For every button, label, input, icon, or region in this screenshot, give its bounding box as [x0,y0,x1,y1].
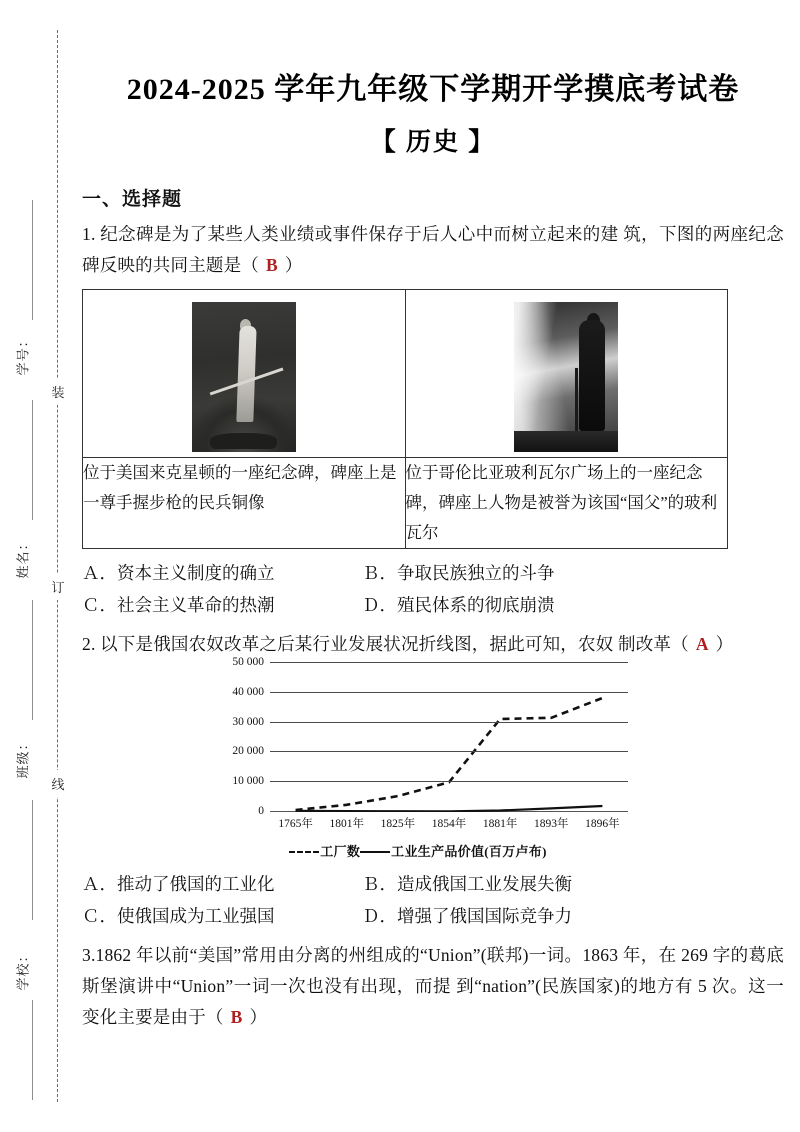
question-1-stem-line2: 筑，下图的两座纪念碑反映的共同主题是（ [82,224,784,275]
question-1-options [82,557,784,621]
question-2-option-c[interactable]: Ｃ．使俄国成为工业强国 [82,906,275,926]
chart-gridline [270,781,628,782]
chart-y-tick-label: 0 [258,805,264,817]
chart-y-tick-label: 30 000 [232,715,264,728]
option-row-ab [82,868,784,900]
question-2-line-chart [208,656,628,860]
caption-bolivar: 位于哥伦比亚玻利瓦尔广场上的一座纪念碑，碑座上人物是被誉为该国“国父”的玻利瓦尔 [405,458,728,549]
seal-char-xian: 线 [48,770,68,797]
chart-series-output-value [296,806,603,811]
chart-gridline [270,722,628,723]
question-2-number: 2. [82,634,96,654]
margin-rule [32,200,33,320]
chart-y-tick-label: 20 000 [232,745,264,758]
chart-plot-area [232,656,628,817]
statue-body-shape [579,320,605,431]
question-1-stem-close: ） [284,255,303,275]
page-subtitle: 【 历史 】 [370,129,496,156]
bolivar-statue-photo [514,302,618,452]
question-2-options [82,868,784,932]
question-1-number: 1. [82,224,96,244]
margin-rule [32,1000,33,1100]
sword-staff-shape [575,368,578,434]
statue-base-shape [210,433,277,450]
question-1-stem [82,219,784,281]
sealing-margin [0,0,82,1132]
section-heading-multiple-choice: 一、选择题 [82,189,183,210]
image-cell-bolivar [405,290,728,458]
question-1-option-b[interactable]: Ｂ．争取民族独立的斗争 [362,563,555,583]
legend-solid-swatch [360,851,390,853]
skyline-shape [514,431,618,452]
field-class: 班级： [15,736,31,779]
chart-y-tick-label: 40 000 [232,685,264,698]
question-1-option-a[interactable]: Ａ．资本主义制度的确立 [82,563,275,583]
question-1-stem-line1: 纪念碑是为了某些人类业绩或事件保存于后人心中而树立起来的建 [100,224,619,244]
minuteman-statue-photo [192,302,296,452]
question-2-option-a[interactable]: Ａ．推动了俄国的工业化 [82,874,275,894]
field-school: 学校： [15,948,31,991]
question-1-option-d[interactable]: Ｄ．殖民体系的彻底崩溃 [362,595,555,615]
table-row-captions [83,458,728,549]
question-3-stem [82,940,784,1033]
question-1-image-table [82,289,728,549]
page-title: 2024-2025 学年九年级下学期开学摸底考试卷 [126,73,740,106]
question-3-stem-close: ） [249,1007,268,1027]
exam-page [82,0,800,1132]
margin-rule [32,600,33,720]
question-2-stem [82,629,784,660]
option-row-cd [82,900,784,932]
question-3-stem-line2: 年，在 269 字的葛底斯堡演讲中“Union”一词一次也没有出现，而提 [82,945,784,996]
question-1-option-c[interactable]: Ｃ．社会主义革命的热潮 [82,595,275,615]
chart-x-tick-label: 1881年 [482,818,518,830]
caption-minuteman: 位于美国来克星顿的一座纪念碑，碑座上是一尊手握步枪的民兵铜像 [83,458,406,549]
chart-gridline [270,751,628,752]
question-3-stem-line3: 到“nation”(民族国家)的地方有 5 次。这一变化主要是由于（ [82,976,784,1027]
chart-gridline [270,692,628,693]
question-2-option-d[interactable]: Ｄ．增强了俄国国际竞争力 [362,906,572,926]
option-row-ab [82,557,784,589]
chart-y-tick-label: 50 000 [232,656,264,668]
chart-legend [208,841,628,860]
question-3-number: 3. [82,945,96,965]
seal-char-zhuang: 装 [48,378,68,405]
chart-x-tick-label: 1893年 [534,818,569,830]
question-2-option-b[interactable]: Ｂ．造成俄国工业发展失衡 [362,874,572,894]
sealing-dashed-line [57,30,58,1102]
legend-label-value: 工业生产品价值(百万卢布) [391,844,547,859]
image-cell-minuteman [83,290,406,458]
legend-label-factories: 工厂数 [320,844,361,859]
seal-char-ding: 订 [48,573,68,600]
chart-x-tick-label: 1801年 [329,818,364,830]
chart-x-tick-label: 1765年 [278,818,313,830]
chart-x-tick-label: 1896年 [585,818,620,830]
question-2-stem-line2: 制改革（ [618,634,689,654]
chart-y-tick-label: 10 000 [232,775,264,788]
question-1-answer: B [266,255,278,275]
chart-series-svg [270,662,628,812]
question-2-stem-close: ） [715,634,734,654]
legend-dashed-swatch [289,851,319,853]
chart-x-axis-labels [270,815,628,831]
margin-rule [32,800,33,920]
chart-gridline [270,662,628,663]
chart-x-tick-label: 1854年 [431,818,467,830]
chart-series-factories [296,698,603,810]
question-2-answer: A [695,634,709,654]
question-3-answer: B [230,1007,243,1027]
question-3-stem-line1: 1862 年以前“美国”常用由分离的州组成的“Union”(联邦)一词。1863 [95,945,619,965]
option-row-cd [82,589,784,621]
field-student-number: 学号： [15,333,31,376]
field-name: 姓名： [15,536,31,579]
statue-body-shape [236,326,256,422]
margin-rule [32,400,33,520]
question-2-stem-line1: 以下是俄国农奴改革之后某行业发展状况折线图，据此可知，农奴 [100,634,614,654]
chart-x-tick-label: 1825年 [380,818,416,830]
table-row-images [83,290,728,458]
